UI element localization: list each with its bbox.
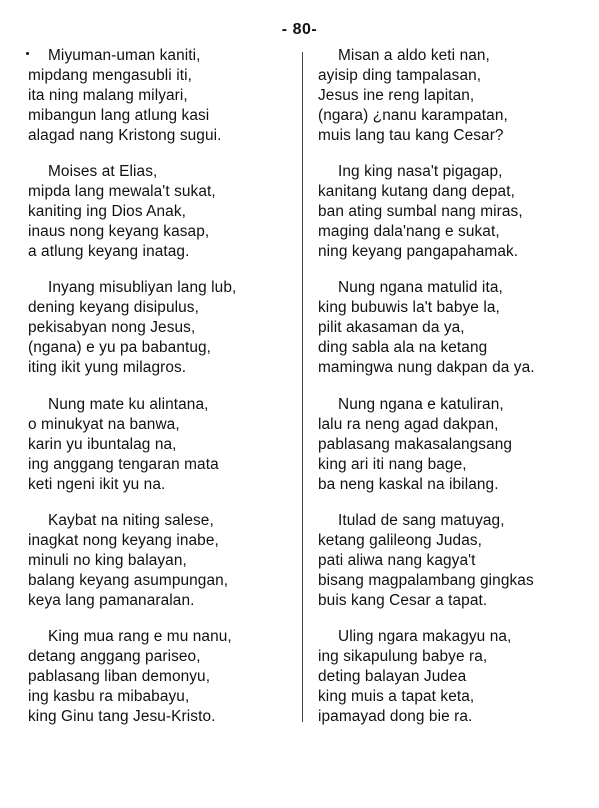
verse-line: ayisip ding tampalasan, — [318, 67, 482, 84]
verse-line: Moises at Elias, — [48, 163, 158, 181]
verse-line: keya lang pamanaralan. — [28, 591, 195, 609]
verse-line: ketang galileong Judas, — [318, 531, 483, 549]
verse-line: buis kang Cesar a tapat. — [318, 591, 488, 609]
verse-line: Itulad de sang matuyag, — [338, 511, 505, 529]
stanza — [28, 395, 290, 495]
verse-line: Kaybat na niting salese, — [48, 511, 214, 529]
verse-line: Nung mate ku alintana, — [48, 395, 209, 413]
verse-line: inaus nong keyang kasap, — [28, 223, 210, 241]
verse-line: o minukyat na banwa, — [28, 415, 180, 433]
verse-line: pati aliwa nang kagya't — [318, 551, 476, 569]
verse-line: kaniting ing Dios Anak, — [28, 203, 187, 221]
verse-line: pilit akasaman da ya, — [318, 319, 465, 337]
verse-line: Jesus ine reng lapitan, — [318, 87, 475, 104]
verse-line: ing kasbu ra mibabayu, — [28, 687, 190, 705]
verse-line: iting ikit yung milagros. — [28, 359, 187, 377]
verse-line: ning keyang pangapahamak. — [318, 243, 519, 261]
verse-line: inagkat nong keyang inabe, — [28, 531, 219, 549]
page-number: - 80- — [281, 21, 318, 38]
stanza — [318, 395, 588, 495]
verse-line: alagad nang Kristong sugui. — [28, 127, 222, 144]
verse-line: mibangun lang atlung kasi — [28, 107, 210, 124]
verse-line: Misan a aldo keti nan, — [338, 47, 490, 64]
verse-line: king Ginu tang Jesu-Kristo. — [28, 707, 216, 725]
left-column — [28, 46, 290, 743]
stanza — [28, 511, 290, 611]
verse-line: ita ning malang milyari, — [28, 87, 188, 104]
verse-line: Nung ngana e katuliran, — [338, 395, 504, 413]
verse-line: king ari iti nang bage, — [318, 455, 467, 473]
verse-line: ing sikapulung babye ra, — [318, 647, 488, 665]
verse-line: Nung ngana matulid ita, — [338, 279, 503, 297]
stanza — [318, 627, 588, 727]
verse-line: karin yu ibuntalag na, — [28, 435, 177, 453]
verse-line: bisang magpalambang gingkas — [318, 571, 534, 589]
verse-line: (ngara) ¿nanu karampatan, — [318, 107, 508, 124]
verse-line: ding sabla ala na ketang — [318, 339, 488, 357]
stanza — [28, 278, 290, 378]
verse-line: balang keyang asumpungan, — [28, 571, 229, 589]
verse-line: mipda lang mewala't sukat, — [28, 183, 216, 201]
verse-line: mipdang mengasubli iti, — [28, 67, 192, 84]
right-column — [318, 46, 588, 743]
verse-line: Miyuman-uman kaniti, — [48, 47, 201, 64]
verse-line: ing anggang tengaran mata — [28, 455, 219, 473]
stanza — [318, 511, 588, 611]
verse-line: dening keyang disipulus, — [28, 299, 199, 317]
verse-line: maging dala'nang e sukat, — [318, 223, 500, 241]
stanza — [318, 162, 588, 262]
verse-line: detang anggang pariseo, — [28, 647, 201, 665]
verse-line: mamingwa nung dakpan da ya. — [318, 359, 535, 377]
verse-line: Uling ngara makagyu na, — [338, 627, 512, 645]
verse-line: pablasang makasalangsang — [318, 435, 513, 453]
verse-line: ba neng kaskal na ibilang. — [318, 475, 499, 493]
verse-line: pekisabyan nong Jesus, — [28, 319, 196, 337]
verse-line: muis lang tau kang Cesar? — [318, 127, 504, 144]
verse-line: kanitang kutang dang depat, — [318, 183, 515, 201]
stanza — [28, 46, 290, 146]
verse-line: a atlung keyang inatag. — [28, 243, 190, 261]
verse-line: lalu ra neng agad dakpan, — [318, 415, 499, 433]
stanza — [28, 162, 290, 262]
verse-line: king muis a tapat keta, — [318, 687, 475, 705]
verse-line: pablasang liban demonyu, — [28, 667, 211, 685]
stanza — [318, 278, 588, 378]
verse-line: ban ating sumbal nang miras, — [318, 203, 523, 221]
verse-line: king bubuwis la't babye la, — [318, 299, 500, 317]
verse-line: minuli no king balayan, — [28, 551, 187, 569]
verse-line: keti ngeni ikit yu na. — [28, 475, 166, 493]
stanza — [28, 627, 290, 727]
verse-line: deting balayan Judea — [318, 667, 467, 685]
verse-line: ipamayad dong bie ra. — [318, 707, 473, 725]
verse-line: (ngana) e yu pa babantug, — [28, 339, 212, 357]
verse-line: King mua rang e mu nanu, — [48, 627, 232, 645]
stanza — [318, 46, 588, 146]
verse-line: Inyang misubliyan lang lub, — [48, 279, 237, 297]
column-divider — [302, 52, 303, 722]
verse-line: Ing king nasa't pigagap, — [338, 163, 503, 181]
